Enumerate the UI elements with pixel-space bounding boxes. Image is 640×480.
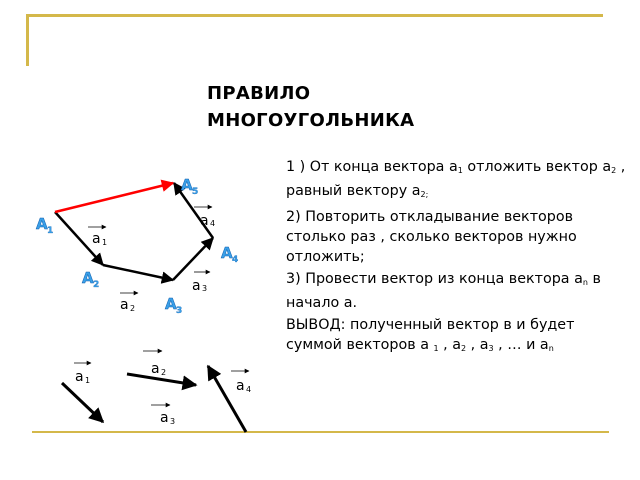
free-label-a2 (143, 351, 166, 377)
svg-text:a: a (200, 213, 209, 229)
title-line-1: ПРАВИЛО (207, 83, 311, 104)
rule-1-text-b: отложить вектор а (462, 159, 612, 175)
vector-label-a1-top (88, 227, 107, 247)
free-vector-a1 (62, 383, 103, 422)
svg-text:a: a (92, 231, 101, 247)
point-label-a3 (165, 295, 182, 316)
svg-text:1: 1 (102, 238, 108, 247)
svg-text:a: a (192, 278, 201, 294)
rule-1-sub-3: 2; (420, 190, 429, 199)
free-vector-a4 (208, 366, 246, 432)
conclusion-text-c: , а (466, 337, 489, 353)
free-label-a1 (74, 363, 91, 385)
svg-text:a: a (75, 369, 84, 385)
free-label-a3 (151, 405, 175, 426)
rule-1-sub-1: 1 (457, 166, 463, 175)
conclusion-sub-1: 1 (433, 344, 439, 353)
vector-label-a4-top (194, 207, 215, 229)
rule-1-text-c: , (616, 159, 626, 175)
conclusion-sub-2: 2 (461, 344, 467, 353)
svg-text:2: 2 (130, 304, 136, 313)
svg-text:A: A (36, 215, 48, 233)
svg-text:3: 3 (202, 284, 208, 293)
rule-3-sub: n (582, 278, 588, 287)
svg-text:a: a (160, 410, 169, 426)
title-line-2: МНОГОУГОЛЬНИКА (207, 110, 415, 131)
svg-text:2: 2 (93, 280, 100, 290)
polygon-vector-a3 (173, 238, 213, 280)
conclusion-sub-4: n (548, 344, 554, 353)
rule-2: 2) Повторить откладывание векторов столько раз , сколько векторов нужно отложить; (286, 209, 577, 265)
svg-text:a: a (120, 297, 129, 313)
free-label-a4 (231, 371, 251, 394)
vector-label-a3-top (192, 272, 210, 294)
point-label-a1 (36, 215, 53, 236)
conclusion-sub-3: 3 (488, 344, 494, 353)
rule-3-text-a: 3) Провести вектор из конца вектора а (286, 271, 583, 287)
svg-text:A: A (221, 244, 233, 262)
svg-text:4: 4 (210, 219, 216, 228)
vector-label-a2-top (120, 293, 138, 313)
svg-text:3: 3 (176, 306, 183, 316)
conclusion-text-d: , … и а (493, 337, 549, 353)
rule-1-text-d: равный вектору а (286, 183, 421, 199)
sum-vector (55, 183, 173, 212)
polygon-vector-a2 (103, 265, 173, 280)
svg-text:5: 5 (192, 187, 199, 197)
svg-text:4: 4 (246, 385, 252, 394)
conclusion-text-b: , а (438, 337, 462, 353)
svg-text:A: A (181, 176, 193, 194)
svg-text:a: a (236, 378, 245, 394)
svg-text:3: 3 (170, 417, 176, 426)
svg-text:A: A (82, 269, 94, 287)
rule-1-sub-2: 2 (611, 166, 617, 175)
point-label-a2 (82, 269, 99, 290)
svg-text:4: 4 (232, 255, 239, 265)
svg-text:A: A (165, 295, 177, 313)
svg-text:2: 2 (161, 368, 167, 377)
svg-text:1: 1 (85, 376, 91, 385)
svg-text:1: 1 (47, 226, 54, 236)
conclusion-text-a: ВЫВОД: полученный вектор в и будет суммой векторов а (286, 317, 575, 353)
point-label-a5 (181, 176, 198, 197)
rule-1-text-a: 1 ) От конца вектора а (286, 159, 458, 175)
point-label-a4 (221, 244, 238, 265)
svg-text:a: a (151, 361, 160, 377)
rule-3-text-b: в начало а. (286, 271, 601, 311)
